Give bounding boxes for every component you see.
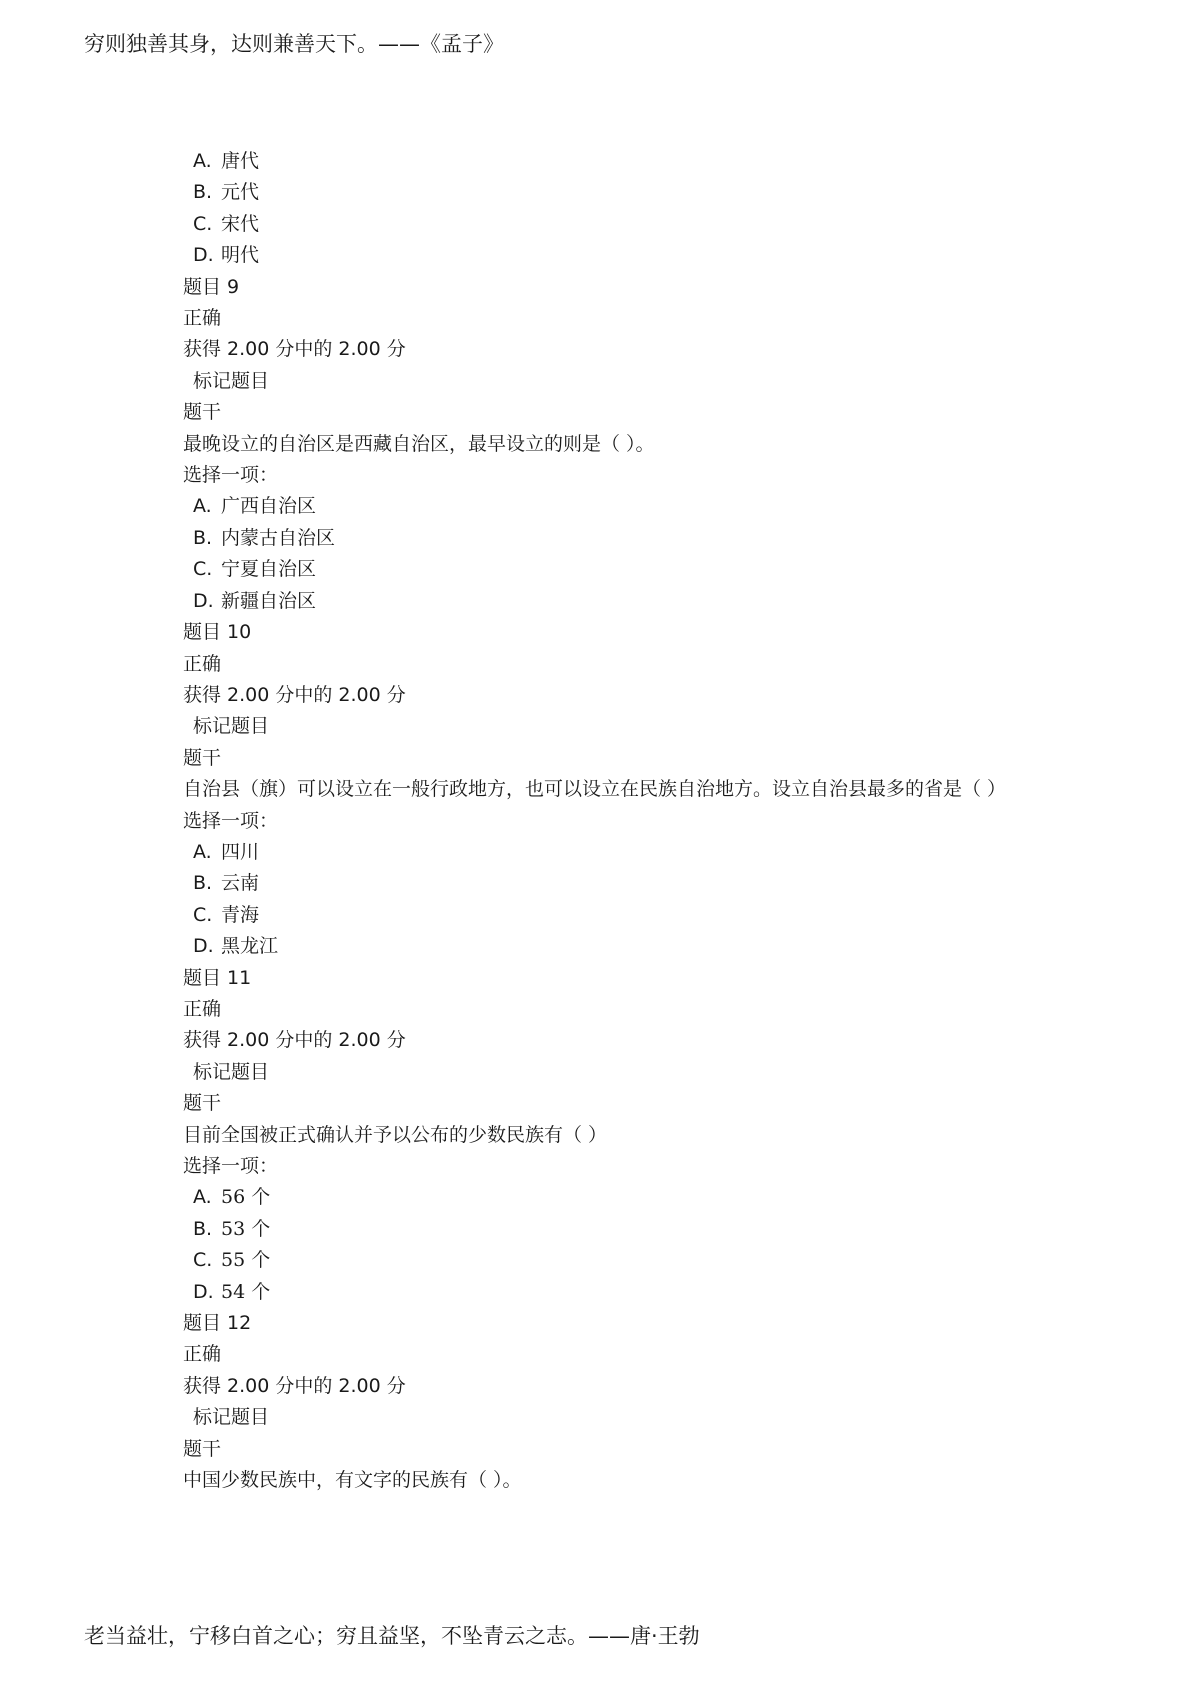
option-b[interactable] <box>183 868 1063 899</box>
option-d[interactable] <box>183 240 1063 271</box>
flag-question-link[interactable]: 标记题目 <box>193 1060 270 1083</box>
option-text: 广西自治区 <box>221 495 317 518</box>
question-score: 获得 2.00 分中的 2.00 分 <box>183 338 406 361</box>
option-text: 元代 <box>221 181 260 204</box>
question-status: 正确 <box>183 652 222 675</box>
question-number: 题目 10 <box>183 621 252 644</box>
question-stem: 最晚设立的自治区是西藏自治区，最早设立的则是（ ）。 <box>183 432 655 455</box>
stem-label: 题干 <box>183 1437 222 1460</box>
question-score: 获得 2.00 分中的 2.00 分 <box>183 1374 406 1397</box>
option-letter: B. <box>193 1217 213 1240</box>
question-status: 正确 <box>183 1343 222 1366</box>
option-letter: A. <box>193 150 212 172</box>
question-status: 正确 <box>183 307 222 330</box>
option-c[interactable] <box>183 1245 1063 1276</box>
option-c[interactable] <box>183 209 1063 240</box>
option-text: 54 个 <box>221 1280 271 1303</box>
quiz-content <box>183 146 1063 1496</box>
option-letter: C. <box>193 212 213 235</box>
option-a[interactable] <box>183 491 1063 522</box>
option-text: 青海 <box>221 903 260 926</box>
option-letter: C. <box>193 558 213 581</box>
flag-question-link[interactable]: 标记题目 <box>193 1406 270 1429</box>
choose-one-prompt: 选择一项： <box>183 1155 279 1177</box>
option-a[interactable] <box>183 837 1063 868</box>
option-letter: A. <box>193 840 212 863</box>
option-letter: D. <box>193 589 214 612</box>
option-a[interactable] <box>183 1182 1063 1213</box>
option-letter: B. <box>193 526 213 549</box>
option-c[interactable] <box>183 554 1063 585</box>
option-text: 53 个 <box>221 1217 271 1240</box>
option-text: 明代 <box>221 244 260 267</box>
choose-one-prompt: 选择一项： <box>183 809 279 832</box>
option-text: 内蒙古自治区 <box>221 526 336 549</box>
option-letter: D. <box>193 244 214 267</box>
question-score: 获得 2.00 分中的 2.00 分 <box>183 683 406 706</box>
option-letter: C. <box>193 903 213 926</box>
option-letter: D. <box>193 1280 214 1303</box>
footer-quote: 老当益壮，宁移白首之心；穷且益坚，不坠青云之志。——唐·王勃 <box>84 1624 700 1648</box>
option-text: 唐代 <box>221 150 260 172</box>
choose-one-prompt: 选择一项： <box>183 464 279 487</box>
option-letter: B. <box>193 181 213 204</box>
question-score: 获得 2.00 分中的 2.00 分 <box>183 1029 406 1052</box>
option-b[interactable] <box>183 523 1063 554</box>
option-text: 宁夏自治区 <box>221 558 317 581</box>
stem-label: 题干 <box>183 1092 222 1115</box>
option-b[interactable] <box>183 177 1063 208</box>
question-stem: 自治县（旗）可以设立在一般行政地方，也可以设立在民族自治地方。设立自治县最多的省是（ ） <box>183 778 1007 801</box>
stem-label: 题干 <box>183 746 222 769</box>
option-d[interactable] <box>183 1277 1063 1308</box>
option-d[interactable] <box>183 931 1063 962</box>
option-letter: B. <box>193 872 213 895</box>
stem-label: 题干 <box>183 401 222 424</box>
question-stem: 中国少数民族中，有文字的民族有（ ）。 <box>183 1469 522 1492</box>
option-text: 云南 <box>221 872 260 895</box>
option-text: 宋代 <box>221 212 260 235</box>
question-number: 题目 9 <box>183 275 240 298</box>
option-c[interactable] <box>183 900 1063 931</box>
question-number: 题目 11 <box>183 966 252 989</box>
option-text: 黑龙江 <box>221 935 279 958</box>
option-letter: A. <box>193 495 212 518</box>
header-quote: 穷则独善其身，达则兼善天下。——《孟子》 <box>84 32 504 56</box>
option-letter: D. <box>193 935 214 958</box>
option-text: 四川 <box>221 840 260 863</box>
option-letter: A. <box>193 1186 212 1209</box>
option-text: 55 个 <box>221 1249 271 1272</box>
option-text: 新疆自治区 <box>221 589 317 612</box>
option-d[interactable] <box>183 586 1063 617</box>
question-number: 题目 12 <box>183 1312 252 1335</box>
question-status: 正确 <box>183 997 222 1020</box>
flag-question-link[interactable]: 标记题目 <box>193 369 270 392</box>
flag-question-link[interactable]: 标记题目 <box>193 715 270 738</box>
question-stem: 目前全国被正式确认并予以公布的少数民族有（ ） <box>183 1123 608 1146</box>
option-text: 56 个 <box>221 1186 271 1209</box>
option-a[interactable] <box>183 146 1063 177</box>
option-letter: C. <box>193 1249 213 1272</box>
option-b[interactable] <box>183 1214 1063 1245</box>
